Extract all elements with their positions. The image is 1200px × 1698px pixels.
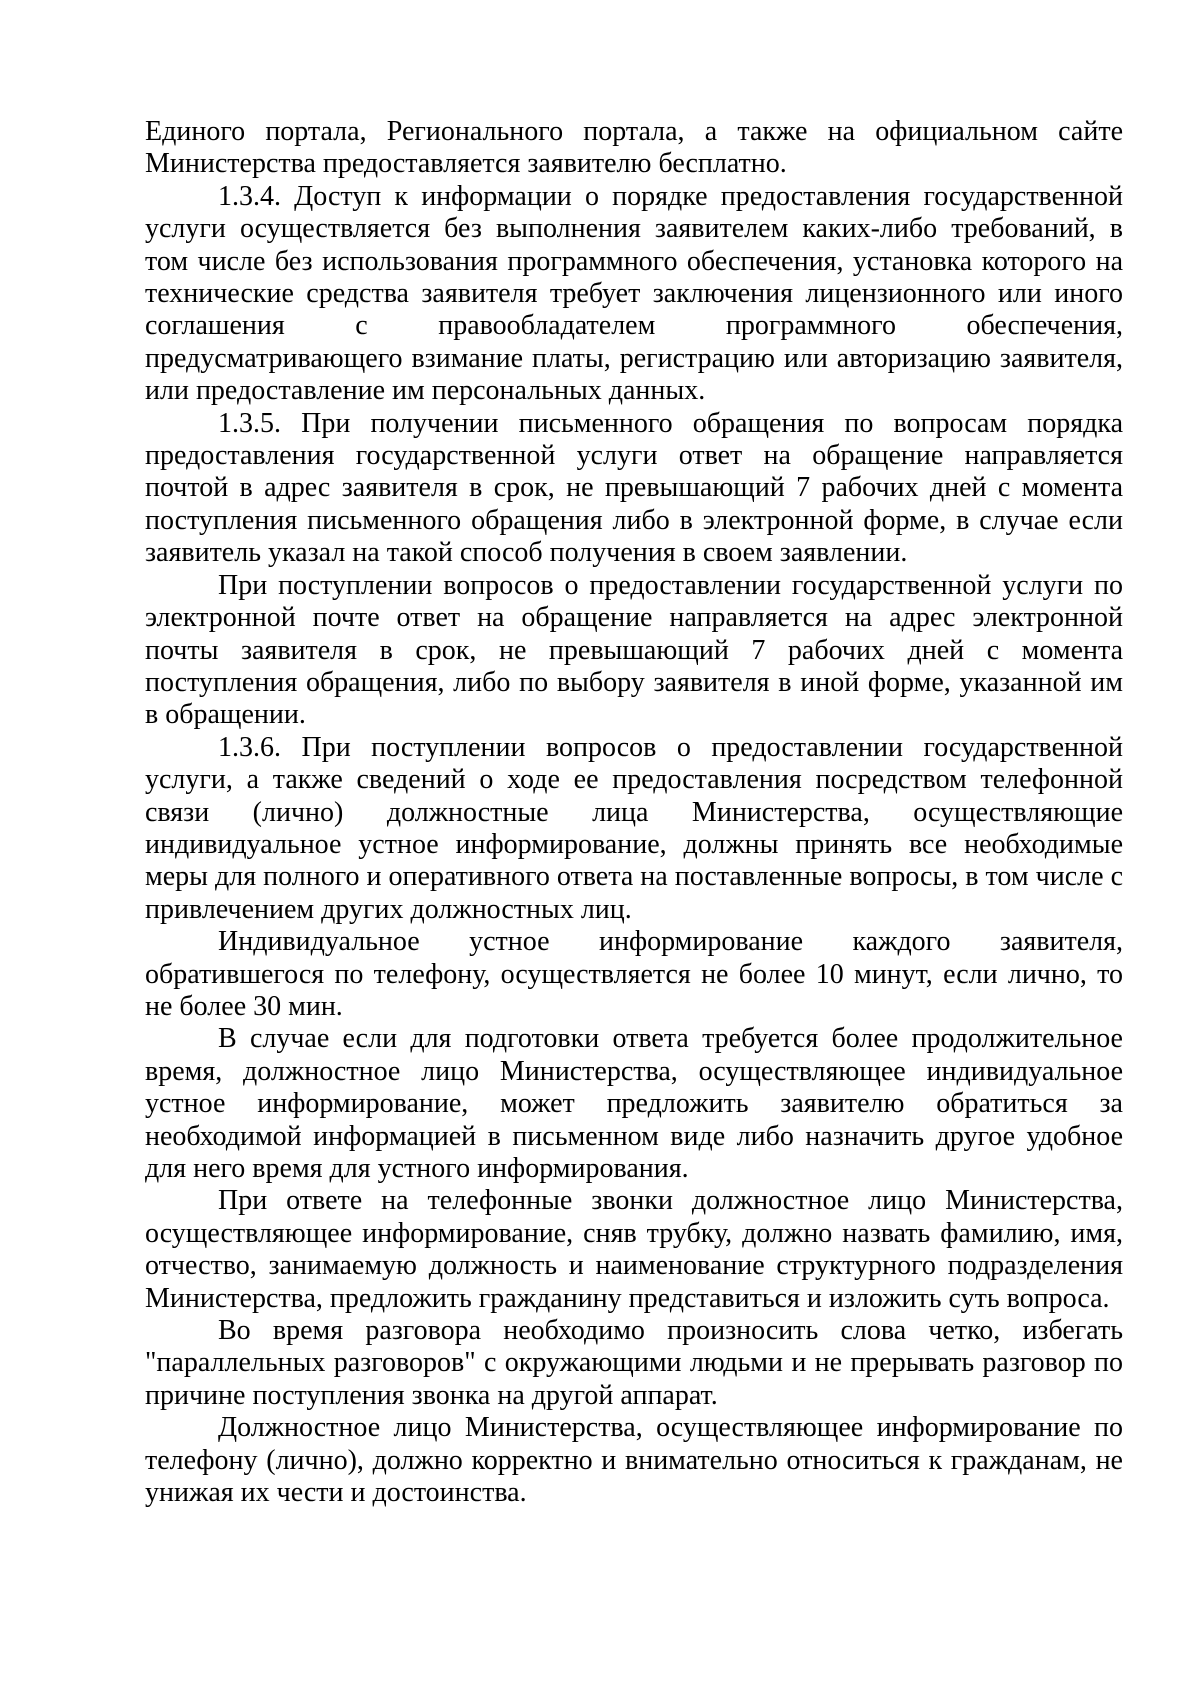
document-page — [145, 116, 1123, 1509]
paragraph-1-3-5: 1.3.5. При получении письменного обращения по вопросам порядка предоставления государственной услуги ответ на обращение направляется почтой в адрес заявителя в срок, не превышающий 7 рабочих дней с момента поступления письменного обращения либо в электронной форме, в случае если заявитель указал на такой способ получения в своем заявлении. — [145, 407, 1123, 569]
paragraph-courtesy: Должностное лицо Министерства, осуществляющее информирование по телефону (лично), должно корректно и внимательно относиться к гражданам, не унижая их чести и достоинства. — [145, 1412, 1123, 1509]
paragraph-email-inquiries: При поступлении вопросов о предоставлении государственной услуги по электронной почте ответ на обращение направляется на адрес электронной почты заявителя в срок, не превышающий 7 рабочих дней с момента поступления обращения, либо по выбору заявителя в иной форме, указанной им в обращении. — [145, 569, 1123, 731]
paragraph-continuation: Единого портала, Регионального портала, а также на официальном сайте Министерства предоставляется заявителю бесплатно. — [145, 116, 1123, 180]
paragraph-longer-response: В случае если для подготовки ответа требуется более продолжительное время, должностное лицо Министерства, осуществляющее индивидуальное устное информирование, может предложить заявителю обратиться за необходимой информацией в письменном виде либо назначить другое удобное для него время для устного информирования. — [145, 1023, 1123, 1184]
paragraph-individual-informing: Индивидуальное устное информирование каждого заявителя, обратившегося по телефону, осуществляется не более 10 минут, если лично, то не более 30 мин. — [145, 926, 1123, 1022]
paragraph-conversation-rules: Во время разговора необходимо произносить слова четко, избегать "параллельных разговоров" с окружающими людьми и не прерывать разговор по причине поступления звонка на другой аппарат. — [145, 1315, 1123, 1411]
paragraph-1-3-6: 1.3.6. При поступлении вопросов о предоставлении государственной услуги, а также сведений о ходе ее предоставления посредством телефонной связи (лично) должностные лица Министерства, осуществляющие индивидуальное устное информирование, должны принять все необходимые меры для полного и оперативного ответа на поставленные вопросы, в том числе с привлечением других должностных лиц. — [145, 731, 1123, 925]
paragraph-1-3-4: 1.3.4. Доступ к информации о порядке предоставления государственной услуги осуществляется без выполнения заявителем каких-либо требований, в том числе без использования программного обеспечения, установка которого на технические средства заявителя требует заключения лицензионного или иного соглашения с правообладателем программного обеспечения, предусматривающего взимание платы, регистрацию или авторизацию заявителя, или предоставление им персональных данных. — [145, 180, 1123, 407]
paragraph-phone-answering: При ответе на телефонные звонки должностное лицо Министерства, осуществляющее информирование, сняв трубку, должно назвать фамилию, имя, отчество, занимаемую должность и наименование структурного подразделения Министерства, предложить гражданину представиться и изложить суть вопроса. — [145, 1185, 1123, 1314]
